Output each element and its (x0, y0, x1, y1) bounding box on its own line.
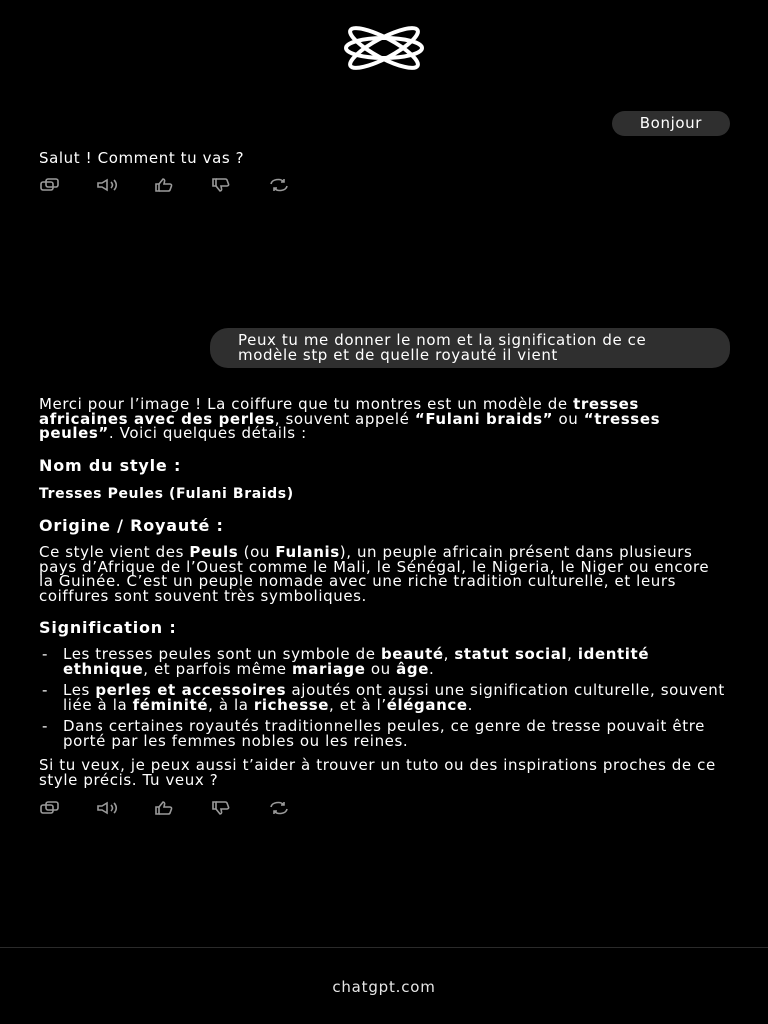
text-run: . Voici quelques détails : (108, 424, 307, 442)
speaker-icon[interactable] (96, 177, 120, 193)
text-run: Ce style vient des (39, 543, 190, 561)
thumbs-up-icon[interactable] (153, 800, 177, 816)
bold-run: élégance (386, 695, 468, 714)
bold-run: “Fulani braids” (414, 409, 554, 428)
bold-run: richesse (253, 695, 330, 714)
user-message-text: Bonjour (639, 114, 702, 132)
text-run: Les tresses peules sont un symbole de (63, 645, 381, 663)
text-run: , (567, 645, 578, 663)
copy-icon[interactable] (39, 177, 63, 193)
bold-run: Fulanis (275, 543, 340, 561)
bullet-marker: - (42, 717, 49, 735)
bullet-marker: - (42, 681, 49, 699)
text-run: ou (553, 409, 584, 428)
text-run: (ou (238, 543, 276, 561)
text-run: Merci pour l’image ! La coiffure que tu montres est un modèle de (39, 395, 574, 413)
text-run: ou (365, 659, 397, 678)
meaning-list (39, 647, 729, 748)
regenerate-icon[interactable] (267, 800, 291, 816)
text-run: ), un peuple africain présent dans plusieurs pays d’Afrique de l’Ouest comme le Mali, le Sénégal, le Nigeria, le Niger ou encore la Guinée. C’est un peuple nomade avec une riche tradition culturelle, et leurs coiffures sont souvent très symboliques. (39, 543, 710, 605)
text-run: , (443, 645, 455, 663)
assistant-intro (39, 397, 729, 441)
assistant-message-text: Salut ! Comment tu vas ? (39, 149, 245, 167)
assistant-outro: Si tu veux, je peux aussi t’aider à trouver un tuto ou des inspirations proches de ce style précis. Tu veux ? (39, 756, 716, 789)
text-run: Les (63, 681, 96, 699)
text-run: Dans certaines royautés traditionnelles peules, ce genre de tresse pouvait être porté par les femmes nobles ou les reines. (63, 717, 705, 750)
thumbs-up-icon[interactable] (153, 177, 177, 193)
bold-run: tresses africaines avec des perles (39, 395, 639, 428)
bold-run: identité ethnique (63, 645, 650, 678)
user-message-bubble (210, 328, 730, 368)
list-item (39, 719, 729, 748)
bold-run: féminité (132, 695, 209, 714)
speaker-icon[interactable] (96, 800, 120, 816)
list-item (39, 683, 729, 712)
heading-style-name: Nom du style : (39, 455, 182, 475)
style-name: Tresses Peules (Fulani Braids) (39, 485, 294, 502)
bold-run: âge (396, 659, 429, 678)
footer-divider (0, 947, 768, 948)
text-run: . (467, 695, 474, 714)
bold-run: statut social (454, 645, 568, 663)
assistant-message (39, 397, 729, 817)
message-actions (39, 799, 729, 817)
assistant-message (39, 151, 729, 194)
text-run: , et à l’ (329, 695, 387, 714)
bold-run: perles et accessoires (95, 681, 287, 699)
bullet-marker: - (42, 645, 49, 663)
text-run: , et parfois même (143, 659, 292, 678)
copy-icon[interactable] (39, 800, 63, 816)
heading-meaning: Signification : (39, 618, 177, 637)
bold-run: “tresses peules” (39, 409, 661, 442)
user-message-text: Peux tu me donner le nom et la signification de ce modèle stp et de quelle royauté il vient (238, 331, 647, 364)
origin-paragraph (39, 545, 729, 603)
chatgpt-logo-icon (332, 26, 436, 70)
user-message-bubble (612, 111, 730, 136)
thumbs-down-icon[interactable] (210, 800, 234, 816)
bold-run: beauté (380, 645, 444, 663)
text-run: . (429, 659, 435, 678)
footer-domain: chatgpt.com (332, 978, 436, 996)
regenerate-icon[interactable] (267, 177, 291, 193)
heading-origin: Origine / Royauté : (39, 516, 224, 535)
thumbs-down-icon[interactable] (210, 177, 234, 193)
message-actions (39, 176, 729, 194)
bold-run: Peuls (189, 543, 239, 561)
text-run: , à la (208, 695, 254, 714)
text-run: ajoutés ont aussi une signification culturelle, souvent liée à la (63, 681, 725, 714)
list-item (39, 647, 729, 676)
bold-run: mariage (292, 659, 366, 678)
text-run: , souvent appelé (274, 409, 415, 428)
